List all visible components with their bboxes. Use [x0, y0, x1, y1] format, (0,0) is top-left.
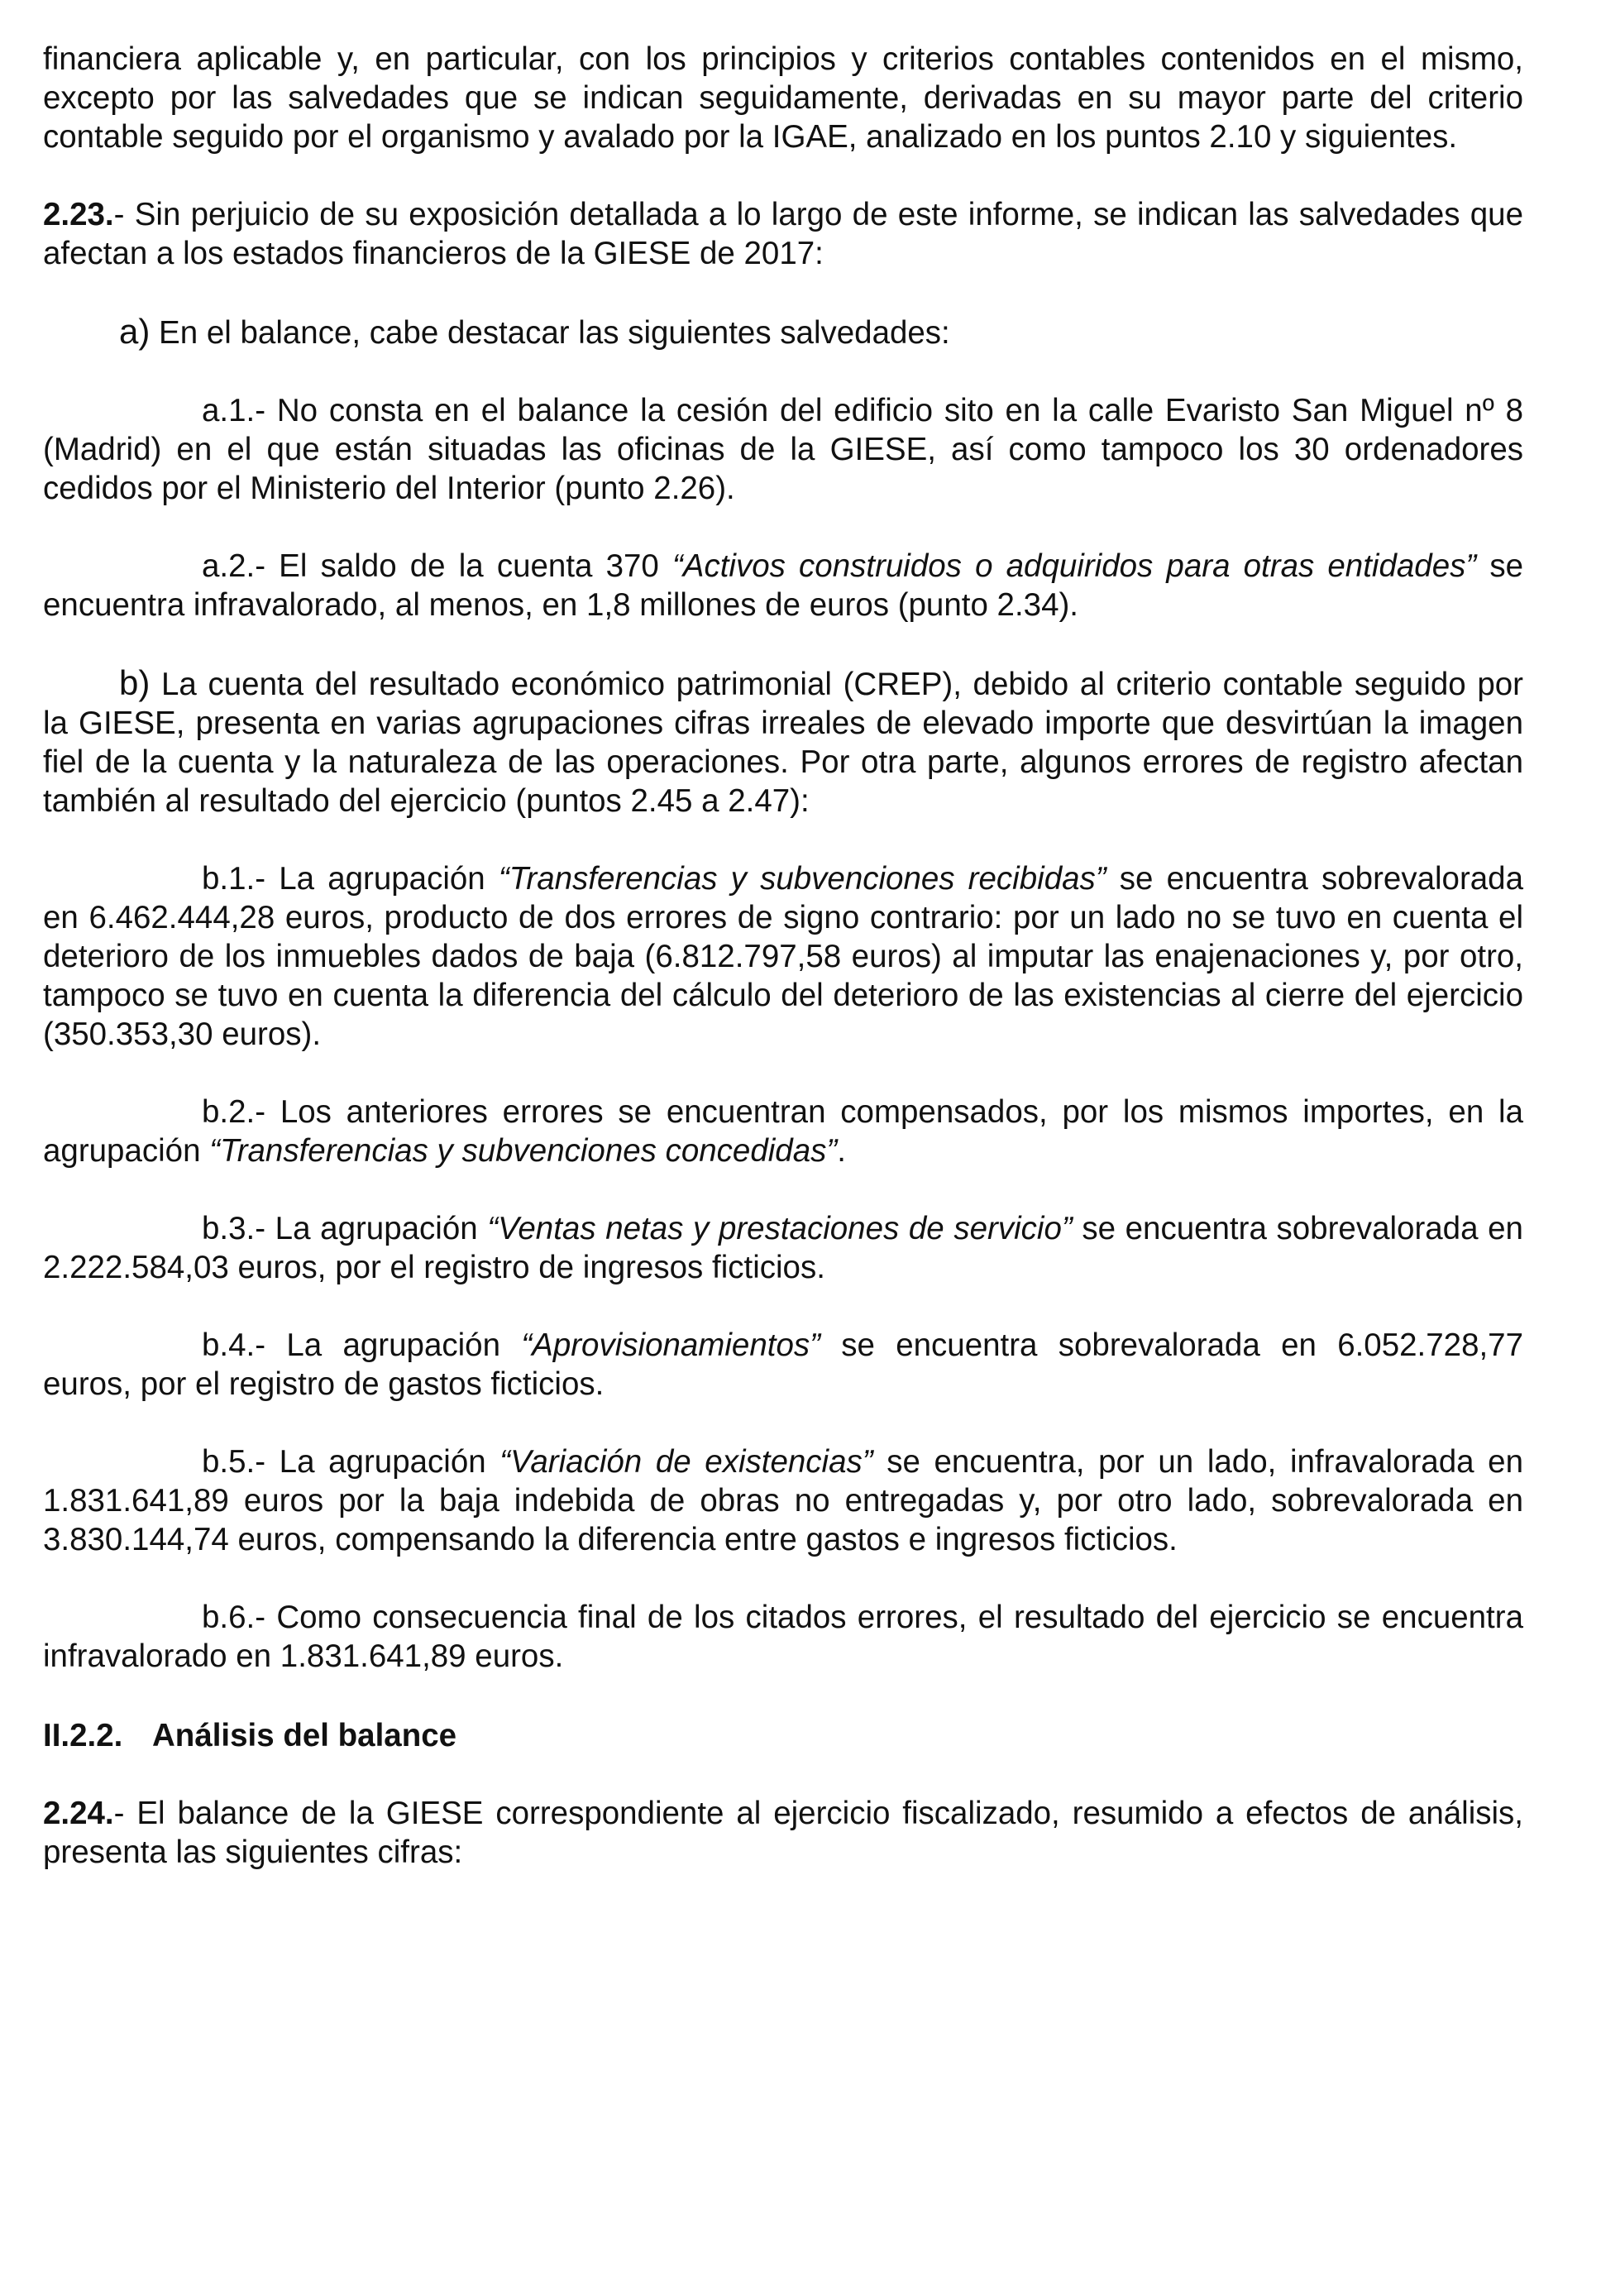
grouping-name: “Transferencias y subvenciones recibidas”: [498, 861, 1106, 897]
item-a2: [43, 547, 1523, 624]
item-text: a.2.- El saldo de la cuenta 370: [202, 548, 672, 584]
item-text: se encuentra sobrevalorada en 6.462.444,28 euros, producto de dos errores de signo contrario: por un lado no se tuvo en cuenta el deterioro de los inmuebles dados de baja (6.812.797,58 euros) al imputar las enajenaciones y, por otro, tampoco se tuvo en cuenta la diferencia del cálculo del deterioro de las existencias al cierre del ejercicio (350.353,30 euros).: [43, 861, 1524, 1052]
item-text: b.2.- Los anteriores errores se encuentran compensados, por los mismos importes, en la agrupación: [43, 1094, 1523, 1169]
item-label: a): [119, 312, 151, 351]
section-title: Análisis del balance: [152, 1718, 457, 1753]
item-text: .: [837, 1133, 846, 1169]
paragraph-number: 2.23.: [43, 197, 114, 232]
item-text: La cuenta del resultado económico patrimonial (CREP), debido al criterio contable seguido por la GIESE, presenta en varias agrupaciones cifras irreales de elevado importe que desvirtúan la imagen fiel de la cuenta y la naturaleza de las operaciones. Por otra parte, algunos errores de registro afectan también al resultado del ejercicio (puntos 2.45 a 2.47):: [43, 667, 1523, 819]
paragraph-2-24: [43, 1794, 1523, 1872]
item-text: b.4.- La agrupación: [202, 1327, 522, 1363]
item-b6: b.6.- Como consecuencia final de los citados errores, el resultado del ejercicio se encuentra infravalorado en 1.831.641,89 euros.: [43, 1600, 1523, 1674]
item-text: b.1.- La agrupación: [202, 861, 499, 897]
item-text: b.3.- La agrupación: [202, 1211, 488, 1246]
item-b5: [43, 1442, 1523, 1559]
item-b1: [43, 859, 1523, 1054]
paragraph-2-23: [43, 195, 1523, 273]
grouping-name: “Ventas netas y prestaciones de servicio”: [487, 1211, 1073, 1246]
section-number: II.2.2.: [43, 1718, 123, 1753]
paragraph-intro: financiera aplicable y, en particular, con los principios y criterios contables contenidos en el mismo, excepto por las salvedades que se indican seguidamente, derivadas en su mayor parte del criterio contable seguido por el organismo y avalado por la IGAE, analizado en los puntos 2.10 y siguientes.: [43, 41, 1523, 155]
grouping-name: “Aprovisionamientos”: [521, 1327, 820, 1363]
account-name: “Activos construidos o adquiridos para otras entidades”: [671, 548, 1477, 584]
paragraph-number: 2.24.: [43, 1796, 114, 1831]
item-a1: a.1.- No consta en el balance la cesión del edificio sito en la calle Evaristo San Miguel nº 8 (Madrid) en el que están situadas las oficinas de la GIESE, así como tampoco los 30 ordenadores cedidos por el Ministerio del Interior (punto 2.26).: [43, 393, 1523, 506]
item-text: b.5.- La agrupación: [202, 1444, 500, 1480]
item-label: b): [119, 663, 151, 702]
item-b3: [43, 1209, 1523, 1287]
item-a: [43, 312, 1523, 352]
grouping-name: “Transferencias y subvenciones concedidas”: [209, 1133, 838, 1169]
item-text: se encuentra sobrevalorada en 2.222.584,03 euros, por el registro de ingresos ficticios.: [43, 1211, 1523, 1285]
item-b: [43, 663, 1523, 820]
section-heading: [43, 1716, 1523, 1755]
item-text: se encuentra infravalorado, al menos, en 1,8 millones de euros (punto 2.34).: [43, 548, 1523, 623]
item-text: se encuentra, por un lado, infravalorada en 1.831.641,89 euros por la baja indebida de obras no entregadas y, por otro lado, sobrevalorada en 3.830.144,74 euros, compensando la diferencia entre gastos e ingresos ficticios.: [43, 1444, 1523, 1557]
item-text: se encuentra sobrevalorada en 6.052.728,77 euros, por el registro de gastos ficticios.: [43, 1327, 1523, 1402]
paragraph-text: - Sin perjuicio de su exposición detallada a lo largo de este informe, se indican las salvedades que afectan a los estados financieros de la GIESE de 2017:: [43, 197, 1523, 271]
item-b2: [43, 1093, 1523, 1170]
grouping-name: “Variación de existencias”: [499, 1444, 873, 1480]
paragraph-text: - El balance de la GIESE correspondiente al ejercicio fiscalizado, resumido a efectos de análisis, presenta las siguientes cifras:: [43, 1796, 1523, 1870]
item-b4: [43, 1326, 1523, 1404]
item-text: En el balance, cabe destacar las siguientes salvedades:: [150, 315, 950, 351]
document-page: [43, 40, 1523, 1911]
